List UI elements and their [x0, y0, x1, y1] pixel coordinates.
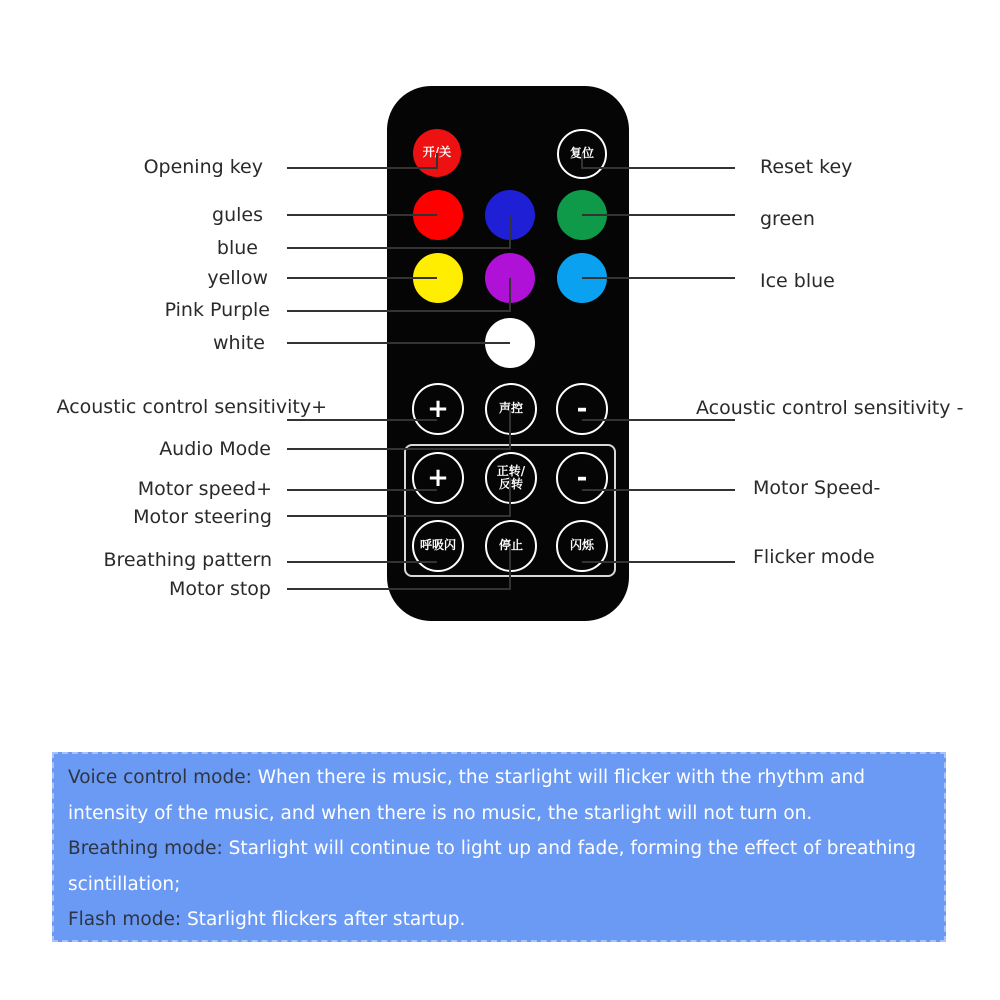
label-reset-key: Reset key: [760, 156, 853, 178]
label-motor-stop: Motor stop: [169, 578, 271, 600]
mode-description-box: [52, 752, 946, 942]
sound-control-button[interactable]: 声控: [485, 383, 537, 435]
label-gules: gules: [212, 204, 263, 226]
white-color-button[interactable]: [485, 318, 535, 368]
reset-button[interactable]: 复位: [557, 129, 607, 179]
motor-stop-button[interactable]: 停止: [485, 520, 537, 572]
flash-mode-text: Starlight flickers after startup.: [181, 909, 466, 930]
sensitivity-plus-button[interactable]: +: [412, 383, 464, 435]
flicker-mode-button[interactable]: 闪烁: [556, 520, 608, 572]
label-acoustic-plus: Acoustic control sensitivity+: [56, 396, 327, 418]
flash-mode-note: [68, 902, 930, 938]
label-white: white: [213, 332, 265, 354]
label-yellow: yellow: [207, 267, 268, 289]
label-pink-purple: Pink Purple: [164, 299, 270, 321]
label-motor-speed-plus: Motor speed+: [137, 478, 272, 500]
breathing-mode-text: Starlight will continue to light up and fade, forming the effect of breathing scintillation;: [68, 838, 916, 895]
motor-direction-button[interactable]: 正转/ 反转: [485, 452, 537, 504]
label-breathing-pattern: Breathing pattern: [103, 549, 272, 571]
ice-blue-color-button[interactable]: [557, 253, 607, 303]
label-ice-blue: Ice blue: [760, 270, 835, 292]
breathing-mode-note: [68, 831, 930, 902]
blue-color-button[interactable]: [485, 190, 535, 240]
motor-speed-minus-button[interactable]: -: [556, 452, 608, 504]
breathing-mode-button[interactable]: 呼吸闪: [412, 520, 464, 572]
green-color-button[interactable]: [557, 190, 607, 240]
label-motor-steering: Motor steering: [133, 506, 272, 528]
voice-mode-key: Voice control mode:: [68, 767, 252, 788]
label-acoustic-minus: Acoustic control sensitivity -: [696, 397, 964, 419]
motor-speed-plus-button[interactable]: +: [412, 452, 464, 504]
label-audio-mode: Audio Mode: [159, 438, 271, 460]
red-color-button[interactable]: [413, 190, 463, 240]
voice-mode-text: When there is music, the starlight will flicker with the rhythm and intensity of the music, and when there is no music, the starlight will not turn on.: [68, 767, 865, 824]
power-button[interactable]: 开/关: [413, 129, 461, 177]
label-opening-key: Opening key: [143, 156, 263, 178]
breathing-mode-key: Breathing mode:: [68, 838, 223, 859]
purple-color-button[interactable]: [485, 253, 535, 303]
label-flicker-mode: Flicker mode: [753, 546, 875, 568]
sensitivity-minus-button[interactable]: -: [556, 383, 608, 435]
label-blue: blue: [216, 237, 258, 259]
label-motor-speed-minus: Motor Speed-: [753, 477, 881, 499]
label-green: green: [760, 208, 815, 230]
yellow-color-button[interactable]: [413, 253, 463, 303]
flash-mode-key: Flash mode:: [68, 909, 182, 930]
voice-mode-note: [68, 760, 930, 831]
